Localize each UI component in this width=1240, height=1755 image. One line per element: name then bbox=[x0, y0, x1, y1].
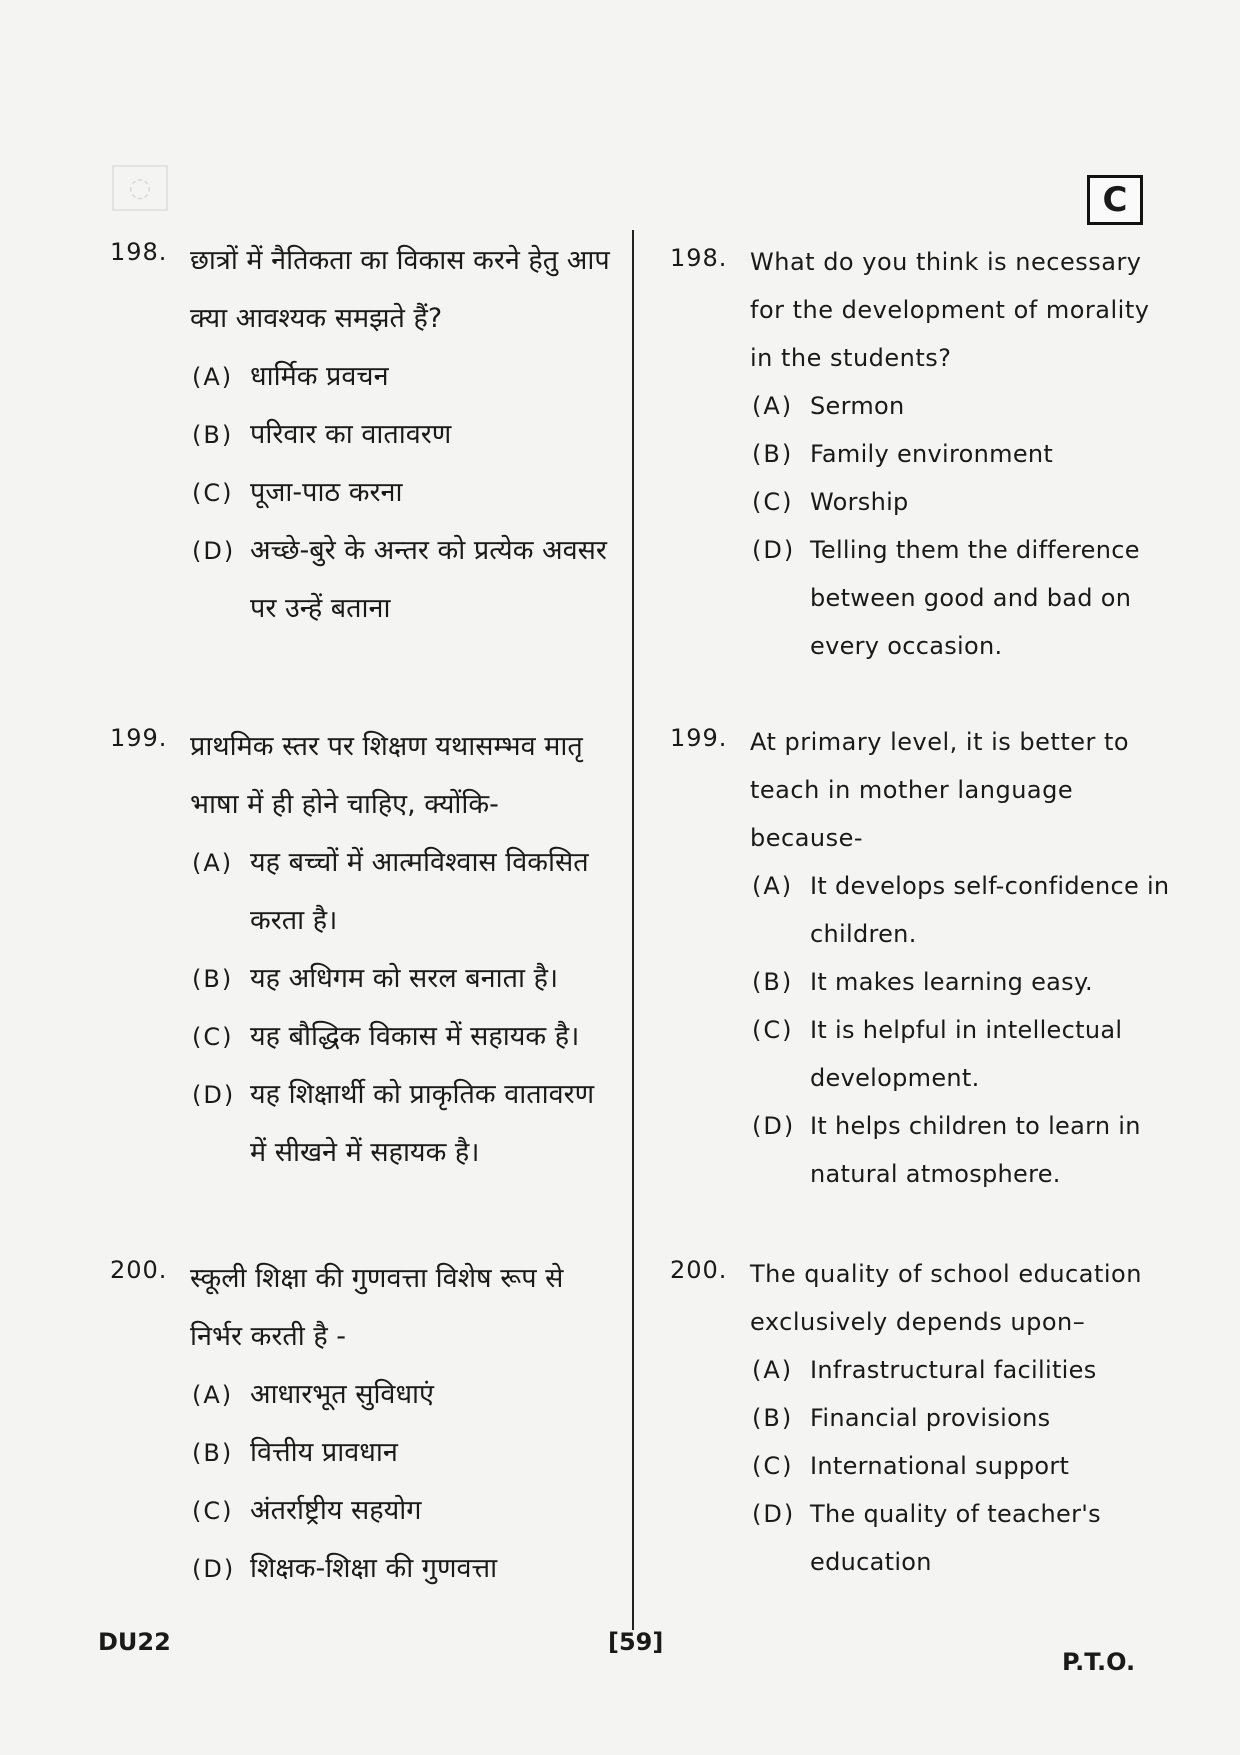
option-label: (C) bbox=[752, 1016, 794, 1044]
set-code-box: C bbox=[1087, 175, 1143, 225]
option-text: It develops self-confidence in children. bbox=[810, 872, 1170, 948]
option-d bbox=[192, 1540, 610, 1598]
option-b bbox=[752, 430, 1170, 478]
question-stem: प्राथमिक स्तर पर शिक्षण यथासम्भव मातृ भाषा में ही होने चाहिए, क्योंकि- bbox=[190, 731, 583, 820]
question-number: 199. bbox=[110, 724, 168, 752]
question-198-hindi bbox=[110, 232, 610, 638]
option-label: (D) bbox=[752, 536, 796, 564]
option-b bbox=[192, 406, 610, 464]
option-text: परिवार का वातावरण bbox=[250, 419, 452, 450]
option-text: अच्छे-बुरे के अन्तर को प्रत्येक अवसर पर उन्हें बताना bbox=[250, 535, 607, 624]
option-label: (A) bbox=[192, 363, 234, 391]
option-label: (D) bbox=[192, 1555, 236, 1583]
question-199-hindi bbox=[110, 718, 610, 1182]
option-label: (C) bbox=[192, 1497, 234, 1525]
option-label: (A) bbox=[752, 1356, 794, 1384]
option-d bbox=[752, 1490, 1170, 1586]
option-c bbox=[192, 1008, 610, 1066]
option-d bbox=[192, 522, 610, 638]
option-text: पूजा-पाठ करना bbox=[250, 477, 403, 508]
pto-label: P.T.O. bbox=[1062, 1648, 1136, 1676]
option-text: यह बच्चों में आत्मविश्वास विकसित करता है। bbox=[250, 847, 589, 936]
question-stem: At primary level, it is better to teach in mother language because- bbox=[750, 728, 1130, 852]
option-a bbox=[752, 862, 1170, 958]
option-label: (B) bbox=[752, 968, 794, 996]
question-200-hindi bbox=[110, 1250, 610, 1598]
option-a bbox=[192, 348, 610, 406]
question-200-english bbox=[670, 1250, 1170, 1586]
option-a bbox=[752, 1346, 1170, 1394]
option-c bbox=[192, 464, 610, 522]
option-text: Sermon bbox=[810, 392, 905, 420]
option-b bbox=[192, 1424, 610, 1482]
option-text: The quality of teacher's education bbox=[810, 1500, 1101, 1576]
option-label: (B) bbox=[192, 1439, 234, 1467]
option-label: (D) bbox=[192, 1081, 236, 1109]
option-b bbox=[192, 950, 610, 1008]
option-d bbox=[192, 1066, 610, 1182]
option-text: अंतर्राष्ट्रीय सहयोग bbox=[250, 1495, 422, 1526]
option-b bbox=[752, 958, 1170, 1006]
option-label: (C) bbox=[752, 488, 794, 516]
option-label: (B) bbox=[752, 440, 794, 468]
option-text: शिक्षक-शिक्षा की गुणवत्ता bbox=[250, 1553, 498, 1584]
page-number: [59] bbox=[608, 1628, 664, 1656]
option-text: Worship bbox=[810, 488, 909, 516]
option-c bbox=[752, 1006, 1170, 1102]
question-number: 200. bbox=[670, 1256, 728, 1284]
option-c bbox=[752, 1442, 1170, 1490]
column-divider bbox=[632, 230, 634, 1630]
option-text: Family environment bbox=[810, 440, 1054, 468]
question-number: 198. bbox=[670, 244, 728, 272]
option-label: (D) bbox=[752, 1500, 796, 1528]
option-d bbox=[752, 1102, 1170, 1198]
option-label: (A) bbox=[192, 849, 234, 877]
question-198-english bbox=[670, 238, 1170, 670]
option-label: (B) bbox=[192, 965, 234, 993]
option-d bbox=[752, 526, 1170, 670]
option-label: (B) bbox=[192, 421, 234, 449]
option-c bbox=[192, 1482, 610, 1540]
option-text: It is helpful in intellectual development. bbox=[810, 1016, 1123, 1092]
option-text: धार्मिक प्रवचन bbox=[250, 361, 389, 392]
option-text: It helps children to learn in natural atmosphere. bbox=[810, 1112, 1141, 1188]
option-text: International support bbox=[810, 1452, 1070, 1480]
question-stem: The quality of school education exclusively depends upon– bbox=[750, 1260, 1142, 1336]
option-label: (C) bbox=[192, 479, 234, 507]
option-label: (B) bbox=[752, 1404, 794, 1432]
question-stem: छात्रों में नैतिकता का विकास करने हेतु आप क्या आवश्यक समझते हैं? bbox=[190, 245, 610, 334]
option-text: आधारभूत सुविधाएं bbox=[250, 1379, 434, 1410]
option-text: यह अधिगम को सरल बनाता है। bbox=[250, 963, 559, 994]
option-text: It makes learning easy. bbox=[810, 968, 1093, 996]
option-a bbox=[192, 1366, 610, 1424]
question-number: 198. bbox=[110, 238, 168, 266]
option-text: Financial provisions bbox=[810, 1404, 1051, 1432]
option-b bbox=[752, 1394, 1170, 1442]
option-text: यह बौद्धिक विकास में सहायक है। bbox=[250, 1021, 580, 1052]
option-label: (A) bbox=[192, 1381, 234, 1409]
question-199-english bbox=[670, 718, 1170, 1198]
option-label: (D) bbox=[192, 537, 236, 565]
option-a bbox=[752, 382, 1170, 430]
question-stem: What do you think is necessary for the development of morality in the students? bbox=[750, 248, 1150, 372]
option-label: (A) bbox=[752, 872, 794, 900]
option-text: Infrastructural facilities bbox=[810, 1356, 1097, 1384]
question-stem: स्कूली शिक्षा की गुणवत्ता विशेष रूप से निर्भर करती है - bbox=[190, 1263, 564, 1352]
option-label: (C) bbox=[752, 1452, 794, 1480]
option-text: Telling them the difference between good and bad on every occasion. bbox=[810, 536, 1140, 660]
option-text: यह शिक्षार्थी को प्राकृतिक वातावरण में सीखने में सहायक है। bbox=[250, 1079, 595, 1168]
option-text: वित्तीय प्रावधान bbox=[250, 1437, 398, 1468]
option-label: (D) bbox=[752, 1112, 796, 1140]
option-label: (A) bbox=[752, 392, 794, 420]
question-number: 199. bbox=[670, 724, 728, 752]
option-label: (C) bbox=[192, 1023, 234, 1051]
booklet-code: DU22 bbox=[98, 1628, 171, 1656]
faint-logo-mark: ◌ bbox=[112, 165, 168, 211]
option-a bbox=[192, 834, 610, 950]
question-number: 200. bbox=[110, 1256, 168, 1284]
option-c bbox=[752, 478, 1170, 526]
